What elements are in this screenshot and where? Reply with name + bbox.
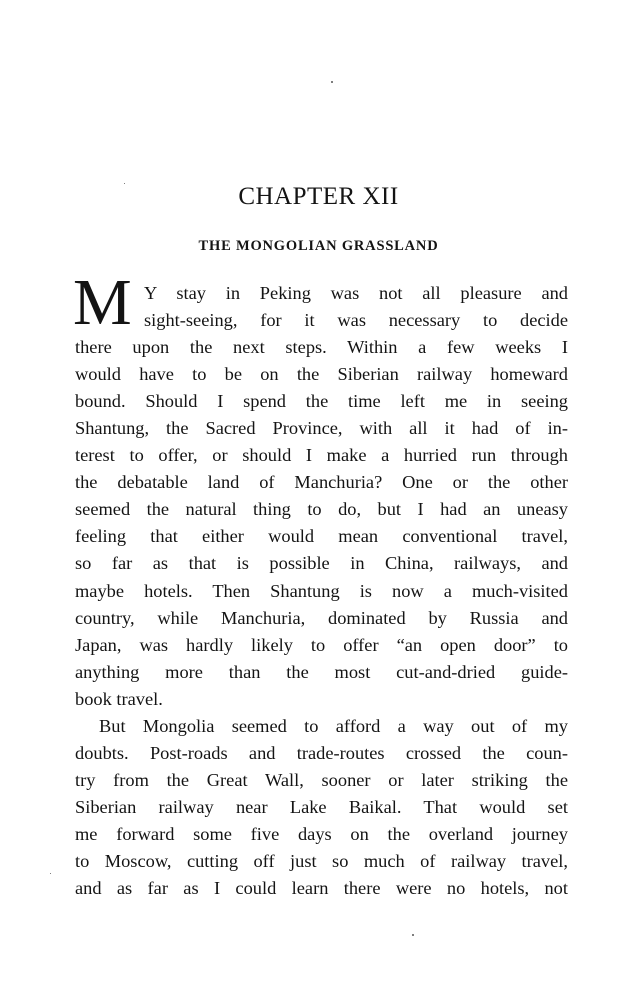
- text-line: terest to offer, or should I make a hurried run through: [75, 445, 568, 466]
- text-line: Japan, was hardly likely to offer “an open door” to: [75, 634, 568, 655]
- text-line: book travel.: [75, 688, 163, 709]
- chapter-title: CHAPTER XII: [238, 183, 399, 210]
- text-line: Shantung, the Sacred Province, with all it had of in-: [75, 418, 568, 439]
- text-line: the debatable land of Manchuria? One or the other: [75, 472, 568, 493]
- text-line: country, while Manchuria, dominated by Russia and: [75, 607, 568, 628]
- text-line: feeling that either would mean conventional travel,: [75, 526, 568, 547]
- paragraph-2: [75, 713, 568, 902]
- text-line: would have to be on the Siberian railway homeward: [75, 364, 568, 385]
- text-line: seemed the natural thing to do, but I had an uneasy: [75, 499, 568, 520]
- text-line: Siberian railway near Lake Baikal. That would set: [75, 797, 568, 818]
- text-line: try from the Great Wall, sooner or later striking the: [75, 770, 568, 791]
- paragraph-1: [75, 280, 568, 713]
- text-line: Y stay in Peking was not all pleasure and: [144, 283, 568, 303]
- text-line: and as far as I could learn there were no hotels, not: [75, 878, 568, 899]
- text-line: there upon the next steps. Within a few weeks I: [75, 337, 568, 358]
- text-line: anything more than the most cut-and-dried guide-: [75, 661, 568, 682]
- chapter-subtitle: THE MONGOLIAN GRASSLAND: [198, 238, 439, 254]
- text-line: so far as that is possible in China, railways, and: [75, 553, 568, 574]
- text-line: to Moscow, cutting off just so much of railway travel,: [75, 851, 568, 872]
- print-speck: [50, 873, 51, 874]
- text-line: sight-seeing, for it was necessary to decide: [144, 310, 568, 331]
- print-speck: [331, 81, 333, 83]
- text-line: doubts. Post-roads and trade-routes crossed the coun-: [75, 743, 568, 764]
- text-line: But Mongolia seemed to afford a way out of my: [99, 716, 568, 736]
- drop-cap: M: [73, 266, 132, 339]
- print-speck: [412, 934, 414, 936]
- text-line: maybe hotels. Then Shantung is now a much-visited: [75, 580, 568, 601]
- text-line: bound. Should I spend the time left me in seeing: [75, 391, 568, 412]
- text-line: me forward some five days on the overland journey: [75, 824, 568, 845]
